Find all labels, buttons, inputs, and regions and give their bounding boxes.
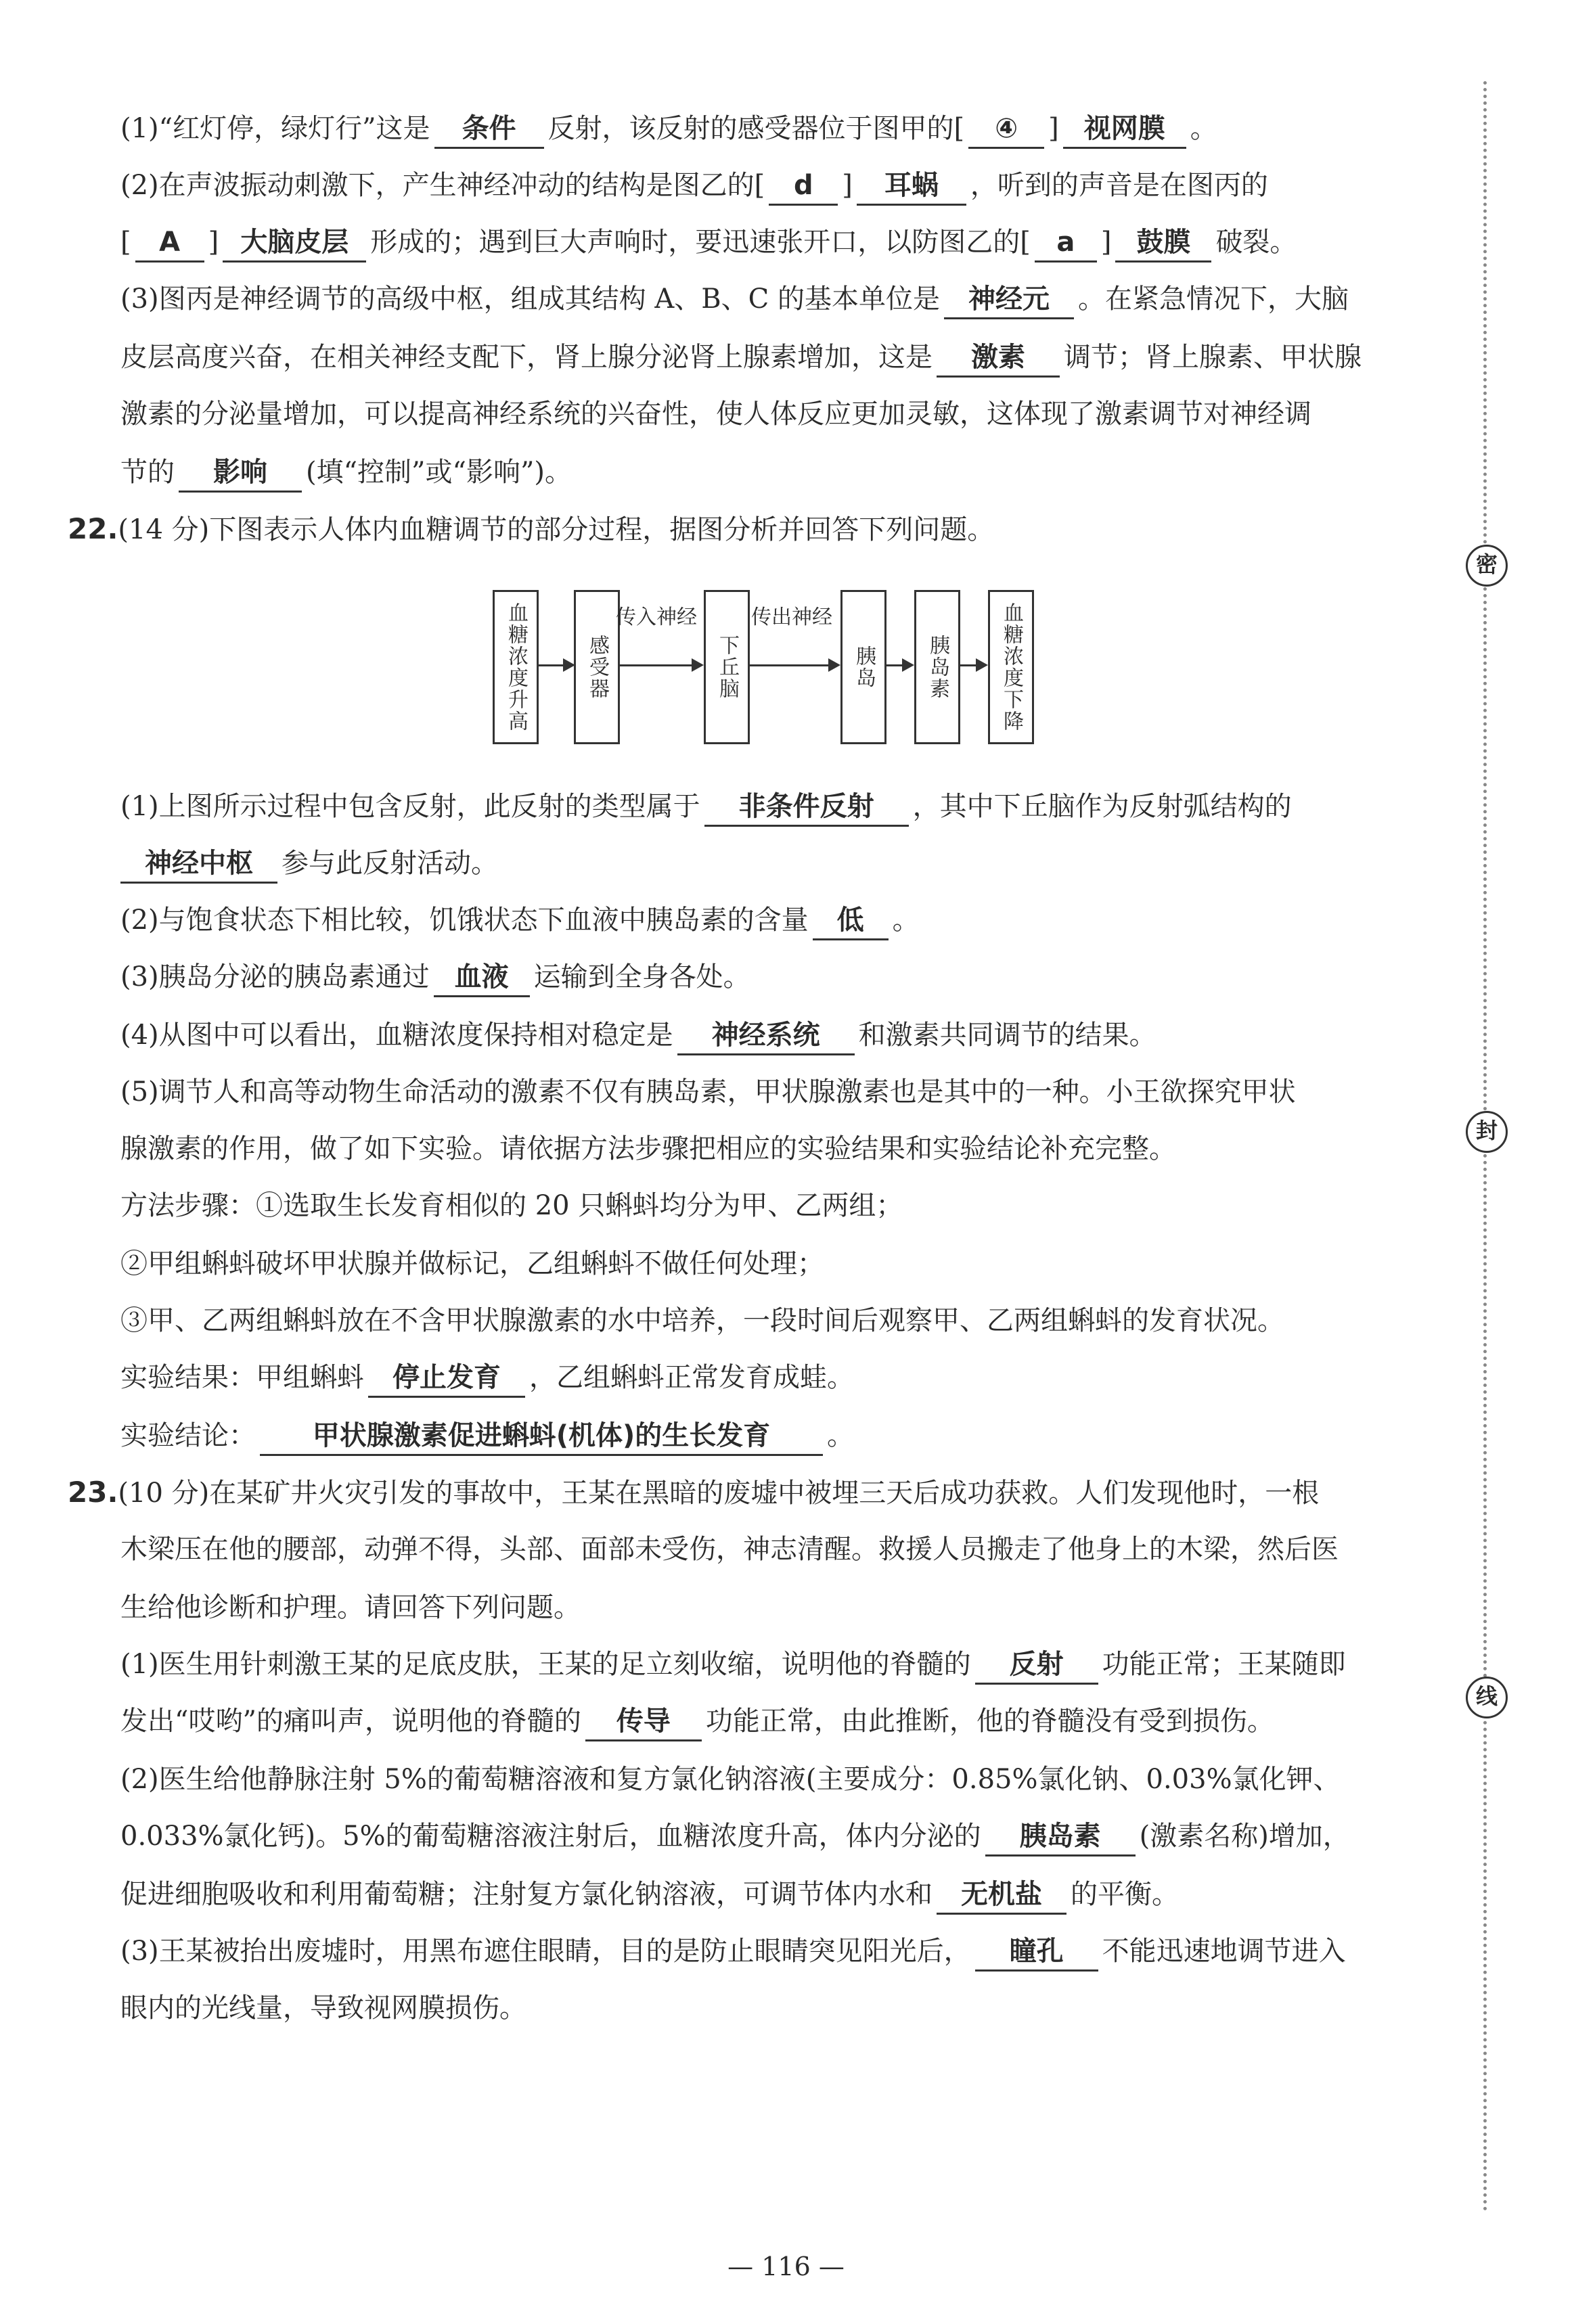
q23-part1-line2: 发出“哎哟”的痛叫声，说明他的脊髓的 传导 功能正常，由此推断，他的脊髓没有受到损伤。: [120, 1701, 1274, 1741]
flow-box-hypothalamus: 下丘脑: [704, 590, 750, 744]
q23-part1-line1: (1)医生用针刺激王某的足底皮肤，王某的足立刻收缩，说明他的脊髓的 反射 功能正常；王某随即: [120, 1644, 1346, 1685]
q22-conclusion: 实验结论： 甲状腺激素促进蝌蚪(机体)的生长发育 。: [120, 1415, 854, 1456]
q22-part4: (4)从图中可以看出，血糖浓度保持相对稳定是 神经系统 和激素共同调节的结果。: [120, 1015, 1156, 1055]
q23-part2-line2: 0.033%氯化钙)。5%的葡萄糖溶液注射后，血糖浓度升高，体内分泌的 胰岛素 (激素名称)增加，: [120, 1816, 1350, 1856]
answer-blank: 瞳孔: [975, 1933, 1098, 1972]
flow-arrow: [618, 664, 701, 666]
page-number: — 116 —: [727, 2252, 845, 2281]
q21-part3-line3: 激素的分泌量增加，可以提高神经系统的兴奋性，使人体反应更加灵敏，这体现了激素调节对神经调: [120, 398, 1311, 430]
answer-blank: 条件: [434, 110, 544, 149]
answer-blank: 激素: [937, 339, 1060, 378]
answer-blank: 神经元: [944, 281, 1074, 319]
q23-stem-line2: 木梁压在他的腰部，动弹不得，头部、面部未受伤，神志清醒。救援人员搬走了他身上的木梁，然后医: [120, 1534, 1339, 1565]
flow-box-insulin: 胰岛素: [914, 590, 960, 744]
flow-box-high-glucose: 血糖浓度升高: [493, 590, 539, 744]
q22-part5-line1: (5)调节人和高等动物生命活动的激素不仅有胰岛素，甲状腺激素也是其中的一种。小王欲探究甲状: [120, 1076, 1296, 1108]
answer-blank: 甲状腺激素促进蝌蚪(机体)的生长发育: [260, 1417, 823, 1456]
answer-blank: 停止发育: [368, 1359, 525, 1398]
answer-blank: 低: [813, 902, 889, 940]
q22-part1-line1: (1)上图所示过程中包含反射，此反射的类型属于 非条件反射 ，其中下丘脑作为反射弧结构的: [120, 786, 1292, 827]
answer-blank: ④: [968, 110, 1044, 149]
flow-label-afferent: 传入神经: [616, 606, 697, 629]
q21-part3-line1: (3)图丙是神经调节的高级中枢，组成其结构 A、B、C 的基本单位是 神经元 。在紧急情况下，大脑: [120, 279, 1349, 319]
answer-blank: 传导: [585, 1703, 702, 1741]
q23-stem-line3: 生给他诊断和护理。请回答下列问题。: [120, 1592, 581, 1623]
q21-part2-line1: (2)在声波振动刺激下，产生神经冲动的结构是图乙的[ d ] 耳蜗 ，听到的声音是在图丙的: [120, 165, 1268, 206]
q22-method-step3: ③甲、乙两组蝌蚪放在不含甲状腺激素的水中培养，一段时间后观察甲、乙两组蝌蚪的发育状况。: [120, 1305, 1284, 1336]
q23-part3-line2: 眼内的光线量，导致视网膜损伤。: [120, 1992, 526, 2024]
flow-box-islet: 胰岛: [840, 590, 886, 744]
answer-blank: A: [135, 224, 204, 263]
q21-part3-line4: 节的 影响 (填“控制”或“影响”)。: [120, 452, 572, 493]
question-number: 22.: [68, 512, 118, 545]
flow-box-low-glucose: 血糖浓度下降: [988, 590, 1034, 744]
q22-result: 实验结果：甲组蝌蚪 停止发育 ，乙组蝌蚪正常发育成蛙。: [120, 1357, 854, 1398]
q23-part2-line3: 促进细胞吸收和利用葡萄糖；注射复方氯化钠溶液，可调节体内水和 无机盐 的平衡。: [120, 1874, 1179, 1915]
q22-part3: (3)胰岛分泌的胰岛素通过 血液 运输到全身各处。: [120, 957, 750, 997]
seal-char-xian: 线: [1466, 1677, 1508, 1718]
question-number: 23.: [68, 1476, 118, 1509]
answer-blank: 视网膜: [1063, 110, 1186, 149]
flow-box-receptor: 感受器: [574, 590, 620, 744]
answer-blank: 大脑皮层: [223, 224, 366, 263]
flow-arrow: [748, 664, 838, 666]
flow-arrow: [884, 664, 912, 666]
answer-blank: 鼓膜: [1115, 224, 1211, 263]
q21-part2-line2: [ A ] 大脑皮层 形成的；遇到巨大声响时，要迅速张开口，以防图乙的[ a ] 鼓膜 破裂。: [120, 222, 1297, 263]
answer-blank: 耳蜗: [857, 167, 966, 206]
answer-blank: d: [769, 167, 838, 206]
answer-blank: 无机盐: [937, 1876, 1066, 1915]
q22-part1-line2: 神经中枢 参与此反射活动。: [120, 843, 498, 884]
q21-part1: (1)“红灯停，绿灯行”这是 条件 反射，该反射的感受器位于图甲的[ ④ ] 视网膜 。: [120, 108, 1217, 149]
q22-method-step2: ②甲组蝌蚪破坏甲状腺并做标记，乙组蝌蚪不做任何处理；: [120, 1248, 824, 1279]
q23-part2-line1: (2)医生给他静脉注射 5%的葡萄糖溶液和复方氯化钠溶液(主要成分：0.85%氯化钠、0.03%氯化钾、: [120, 1764, 1341, 1795]
answer-blank: 非条件反射: [704, 788, 909, 827]
flow-arrow: [537, 664, 572, 666]
answer-blank: 神经系统: [677, 1017, 855, 1055]
q22-stem: 22.(14 分)下图表示人体内血糖调节的部分过程，据图分析并回答下列问题。: [68, 512, 995, 545]
answer-blank: a: [1035, 224, 1097, 263]
q22-part5-line2: 腺激素的作用，做了如下实验。请依据方法步骤把相应的实验结果和实验结论补充完整。: [120, 1133, 1176, 1164]
q21-part3-line2: 皮层高度兴奋，在相关神经支配下，肾上腺分泌肾上腺素增加，这是 激素 调节；肾上腺素、甲状腺: [120, 337, 1362, 378]
answer-blank: 胰岛素: [985, 1818, 1136, 1856]
answer-blank: 血液: [434, 959, 530, 997]
flow-arrow: [958, 664, 985, 666]
q22-part2: (2)与饱食状态下相比较，饥饿状态下血液中胰岛素的含量 低 。: [120, 900, 920, 940]
answer-blank: 影响: [179, 454, 302, 493]
flow-label-efferent: 传出神经: [751, 606, 832, 629]
q22-method-step1: 方法步骤：①选取生长发育相似的 20 只蝌蚪均分为甲、乙两组；: [120, 1190, 903, 1221]
seal-char-feng: 封: [1466, 1111, 1508, 1153]
q23-part3-line1: (3)王某被抬出废墟时，用黑布遮住眼睛，目的是防止眼睛突见阳光后， 瞳孔 不能迅速地调节进入: [120, 1931, 1346, 1972]
answer-blank: 反射: [975, 1646, 1098, 1685]
q23-stem-line1: 23.(10 分)在某矿井火灾引发的事故中，王某在黑暗的废墟中被埋三天后成功获救。人们发现他时，一根: [68, 1476, 1320, 1509]
answer-blank: 神经中枢: [120, 845, 277, 884]
seal-char-mi: 密: [1466, 545, 1508, 587]
